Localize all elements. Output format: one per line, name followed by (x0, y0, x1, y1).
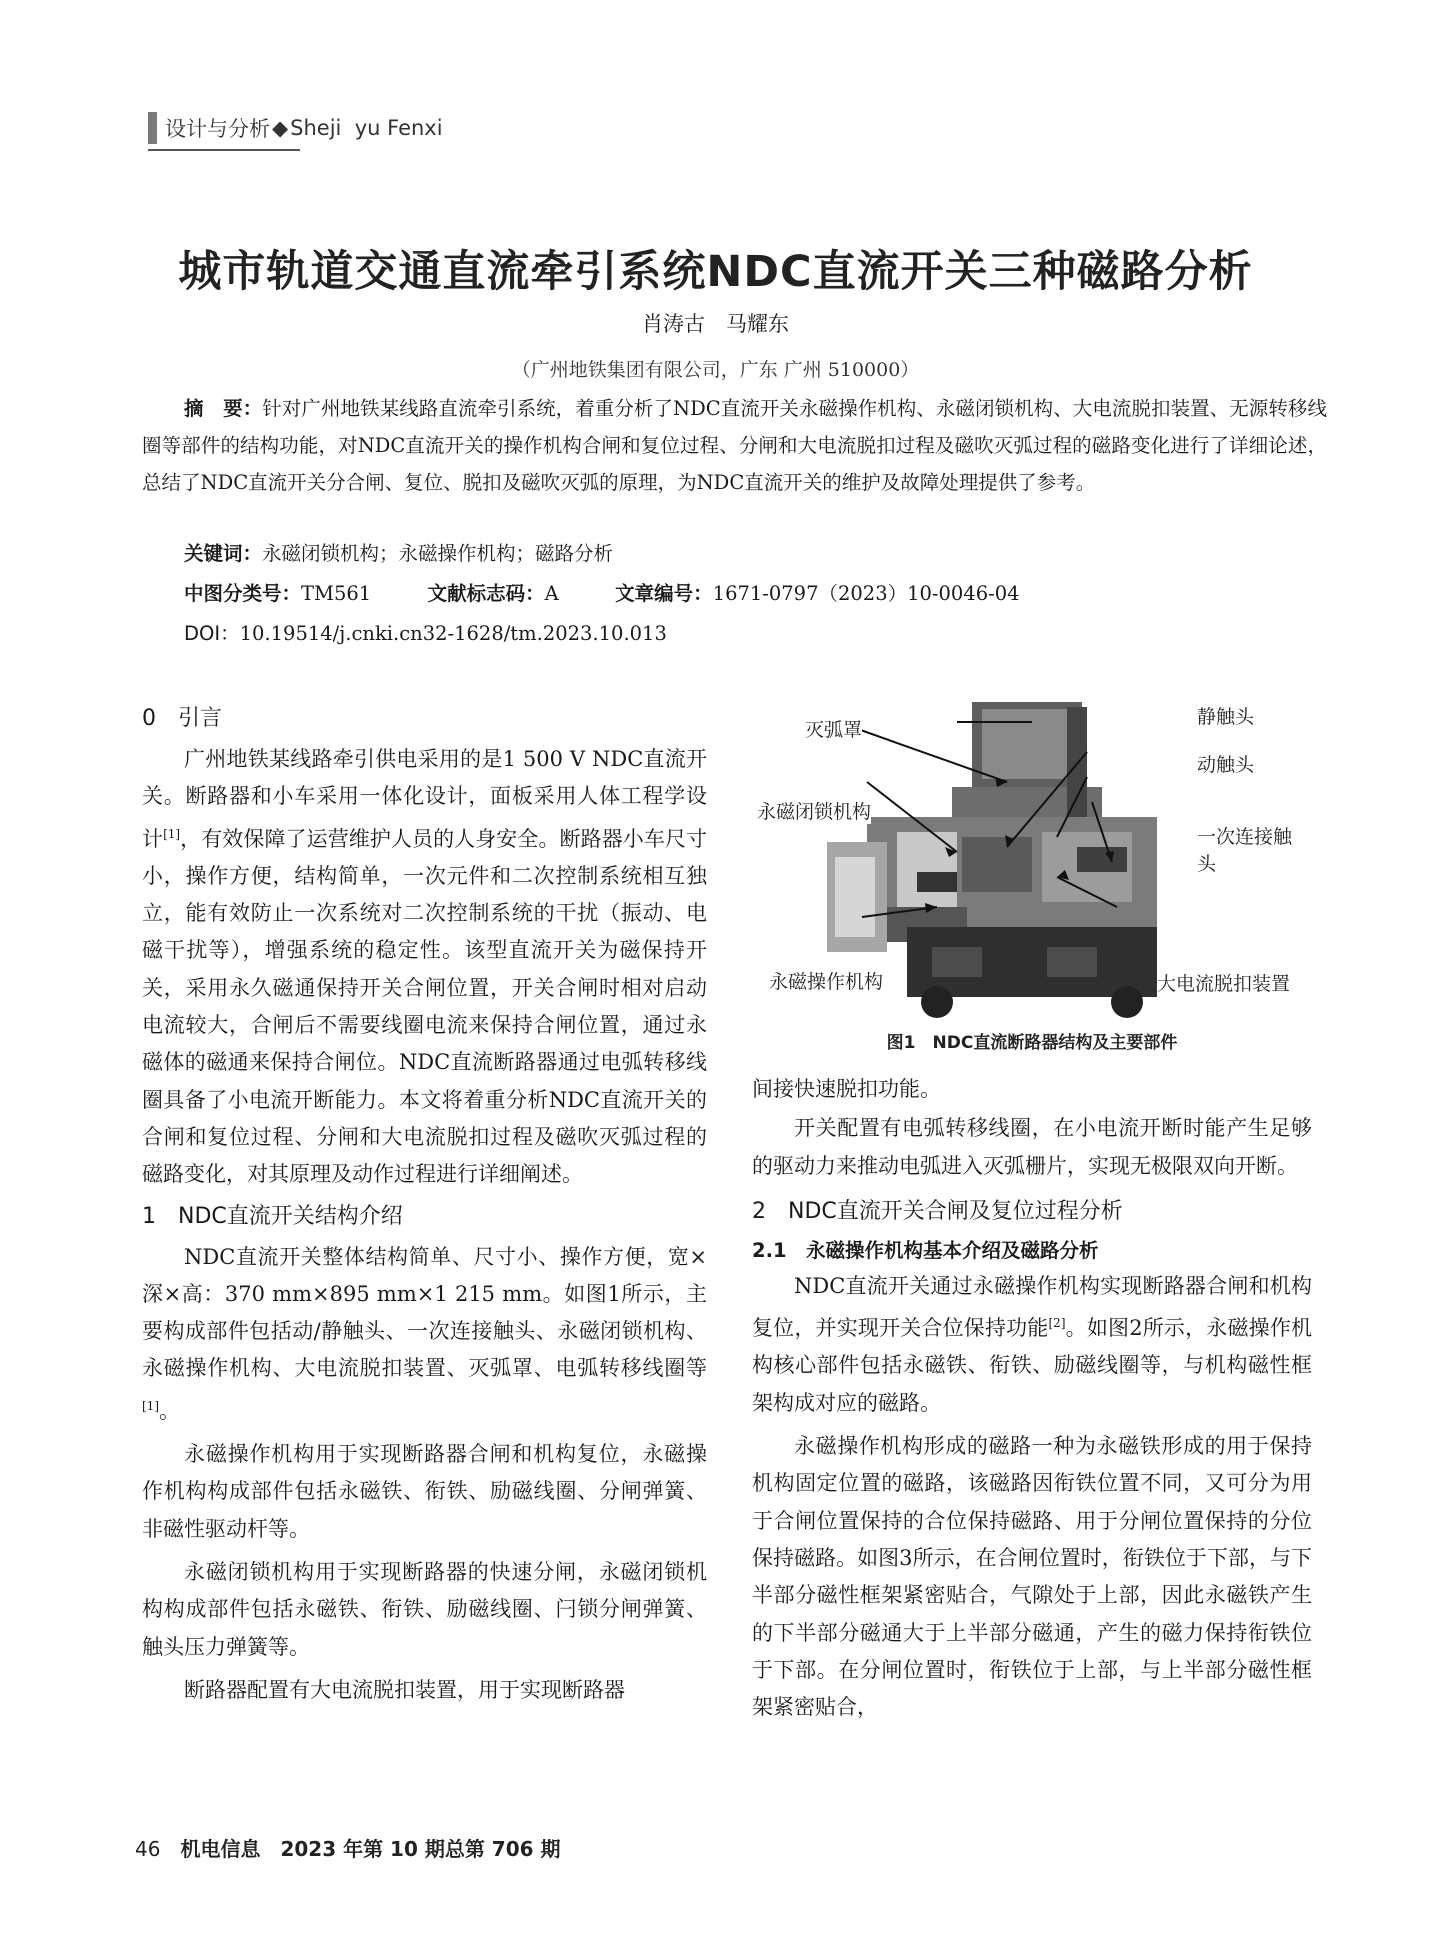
figure-caption: 图1 NDC直流断路器结构及主要部件 (886, 1033, 1178, 1053)
paragraph: 断路器配置有大电流脱扣装置，用于实现断路器 (184, 1677, 625, 1702)
clc-label: 中图分类号： (184, 582, 302, 605)
article-label: 文章编号： (615, 582, 713, 605)
affiliation: （广州地铁集团有限公司，广东 广州 510000） (511, 359, 920, 381)
section-heading-2: 2 NDC直流开关合闸及复位过程分析 (752, 1198, 1123, 1224)
diamond-icon: ◆ (272, 116, 289, 140)
citation: [1] (142, 1398, 159, 1413)
paragraph-text: ，有效保障了运营维护人员的人身安全。断路器小车尺寸小，操作方便，结构简单，一次元件和二次控制系统相互独立，能有效防止一次系统对二次控制系统的干扰（振动、电磁干扰等），增强系统的稳定性。该型直流开关为磁保持开关，采用永久磁通保持开关合闸位置，开关合闸时相对启动电流较大，合闸后不需要线圈电流来保持合闸位置，通过永磁体的磁通来保持合闸位。NDC直流断路器通过电弧转移线圈具备了小电流开断能力。本文将着重分析NDC直流开关的合闸和复位过程、分闸和大电流脱扣过程及磁吹灭弧过程的磁路变化，对其原理及动作过程进行详细阐述。 (142, 826, 707, 1187)
section-heading-0: 0 引言 (142, 706, 222, 731)
label-primary-contact: 一次连接触头 (1197, 822, 1307, 876)
header-section: 设计与分析 (165, 117, 270, 141)
abstract-label: 摘 要： (184, 397, 263, 420)
paragraph (752, 1268, 1312, 1422)
paragraph: 永磁闭锁机构用于实现断路器的快速分闸，永磁闭锁机构构成部件包括永磁铁、衔铁、励磁线圈、闩锁分闸弹簧、触头压力弹簧等。 (142, 1559, 707, 1659)
abstract-text: 针对广州地铁某线路直流牵引系统，着重分析了NDC直流开关永磁操作机构、永磁闭锁机构、大电流脱扣装置、无源转移线圈等部件的结构功能，对NDC直流开关的操作机构合闸和复位过程、分闸和大电流脱扣过程及磁吹灭弧过程的磁路变化进行了详细论述，总结了NDC直流开关分合闸、复位、脱扣及磁吹灭弧的原理，为NDC直流开关的维护及故障处理提供了参考。 (142, 397, 1327, 494)
authors: 肖涛古 马耀东 (642, 312, 789, 336)
paragraph: 间接快速脱扣功能。 (752, 1077, 941, 1101)
citation: [2] (1048, 1316, 1066, 1331)
header-pinyin: Sheji yu Fenxi (290, 116, 443, 140)
paragraph: 永磁操作机构用于实现断路器合闸和机构复位，永磁操作机构构成部件包括永磁铁、衔铁、励磁线圈、分闸弹簧、非磁性驱动杆等。 (142, 1442, 707, 1541)
keywords-text: 永磁闭锁机构；永磁操作机构；磁路分析 (262, 542, 614, 565)
right-column (752, 1071, 1312, 1726)
paragraph (142, 741, 707, 1194)
subsection-heading-2-1: 2.1 永磁操作机构基本介绍及磁路分析 (752, 1238, 1099, 1262)
paragraph: 开关配置有电弧转移线圈，在小电流开断时能产生足够的驱动力来推动电弧进入灭弧栅片，实现无极限双向开断。 (752, 1116, 1312, 1178)
figure-1 (757, 697, 1307, 1027)
paragraph (142, 1239, 707, 1430)
doi-label: DOI： (184, 622, 240, 645)
doi (184, 618, 667, 646)
section-heading-1: 1 NDC直流开关结构介绍 (142, 1203, 403, 1229)
label-static-contact: 静触头 (1197, 702, 1254, 729)
paragraph-text: 广州地铁某线路牵引供电采用的是1 500 V NDC直流开关。断路器和小车采用一体化设计，面板采用人体工程学设计 (142, 747, 707, 851)
classification (184, 578, 1020, 606)
label-arc-chute: 灭弧罩 (805, 715, 862, 742)
paragraph-text: NDC直流开关通过永磁操作机构实现断路器合闸和机构复位，并实现开关合位保持功能 (752, 1273, 1312, 1341)
label-moving-contact: 动触头 (1197, 750, 1254, 777)
paper-title: 城市轨道交通直流牵引系统NDC直流开关三种磁路分析 (178, 247, 1253, 297)
paragraph-text: 。 (159, 1398, 180, 1423)
label-trip-device: 大电流脱扣装置 (1157, 969, 1290, 996)
page-footer (135, 1833, 561, 1862)
keywords (184, 538, 613, 566)
doc-value: A (544, 582, 559, 605)
label-latch-mechanism: 永磁闭锁机构 (757, 797, 871, 824)
paragraph-text: 。如图2所示，永磁操作机构核心部件包括永磁铁、衔铁、励磁线圈等，与机构磁性框架构成对应的磁路。 (752, 1316, 1312, 1415)
clc-value: TM561 (301, 582, 372, 605)
paragraph-text: NDC直流开关整体结构简单、尺寸小、操作方便，宽×深×高：370 mm×895 mm×1 215 mm。如图1所示，主要构成部件包括动/静触头、一次连接触头、永磁闭锁机构、永磁操作机构、大电流脱扣装置、灭弧罩、电弧转移线圈等 (142, 1244, 707, 1381)
doc-label: 文献标志码： (427, 582, 545, 605)
journal-issue: 机电信息 2023 年第 10 期总第 706 期 (180, 1837, 561, 1861)
abstract (142, 390, 1327, 501)
citation: [1] (163, 826, 181, 841)
header-underline (148, 149, 300, 151)
label-actuator: 永磁操作机构 (769, 967, 883, 994)
article-value: 1671-0797（2023）10-0046-04 (712, 582, 1020, 605)
running-header (148, 110, 443, 146)
page-number: 46 (135, 1837, 161, 1861)
header-bar (148, 112, 157, 144)
doi-value: 10.19514/j.cnki.cn32-1628/tm.2023.10.013 (239, 622, 667, 645)
left-column (142, 700, 707, 1709)
paragraph: 永磁操作机构形成的磁路一种为永磁铁形成的用于保持机构固定位置的磁路，该磁路因衔铁位置不同，又可分为用于合闸位置保持的合位保持磁路、用于分闸位置保持的分位保持磁路。如图3所示，在合闸位置时，衔铁位于下部，与下半部分磁性框架紧密贴合，气隙处于上部，因此永磁铁产生的下半部分磁通大于上半部分磁通，产生的磁力保持衔铁位于下部。在分闸位置时，衔铁位于上部，与上半部分磁性框架紧密贴合， (752, 1434, 1312, 1720)
keywords-label: 关键词： (184, 542, 263, 565)
